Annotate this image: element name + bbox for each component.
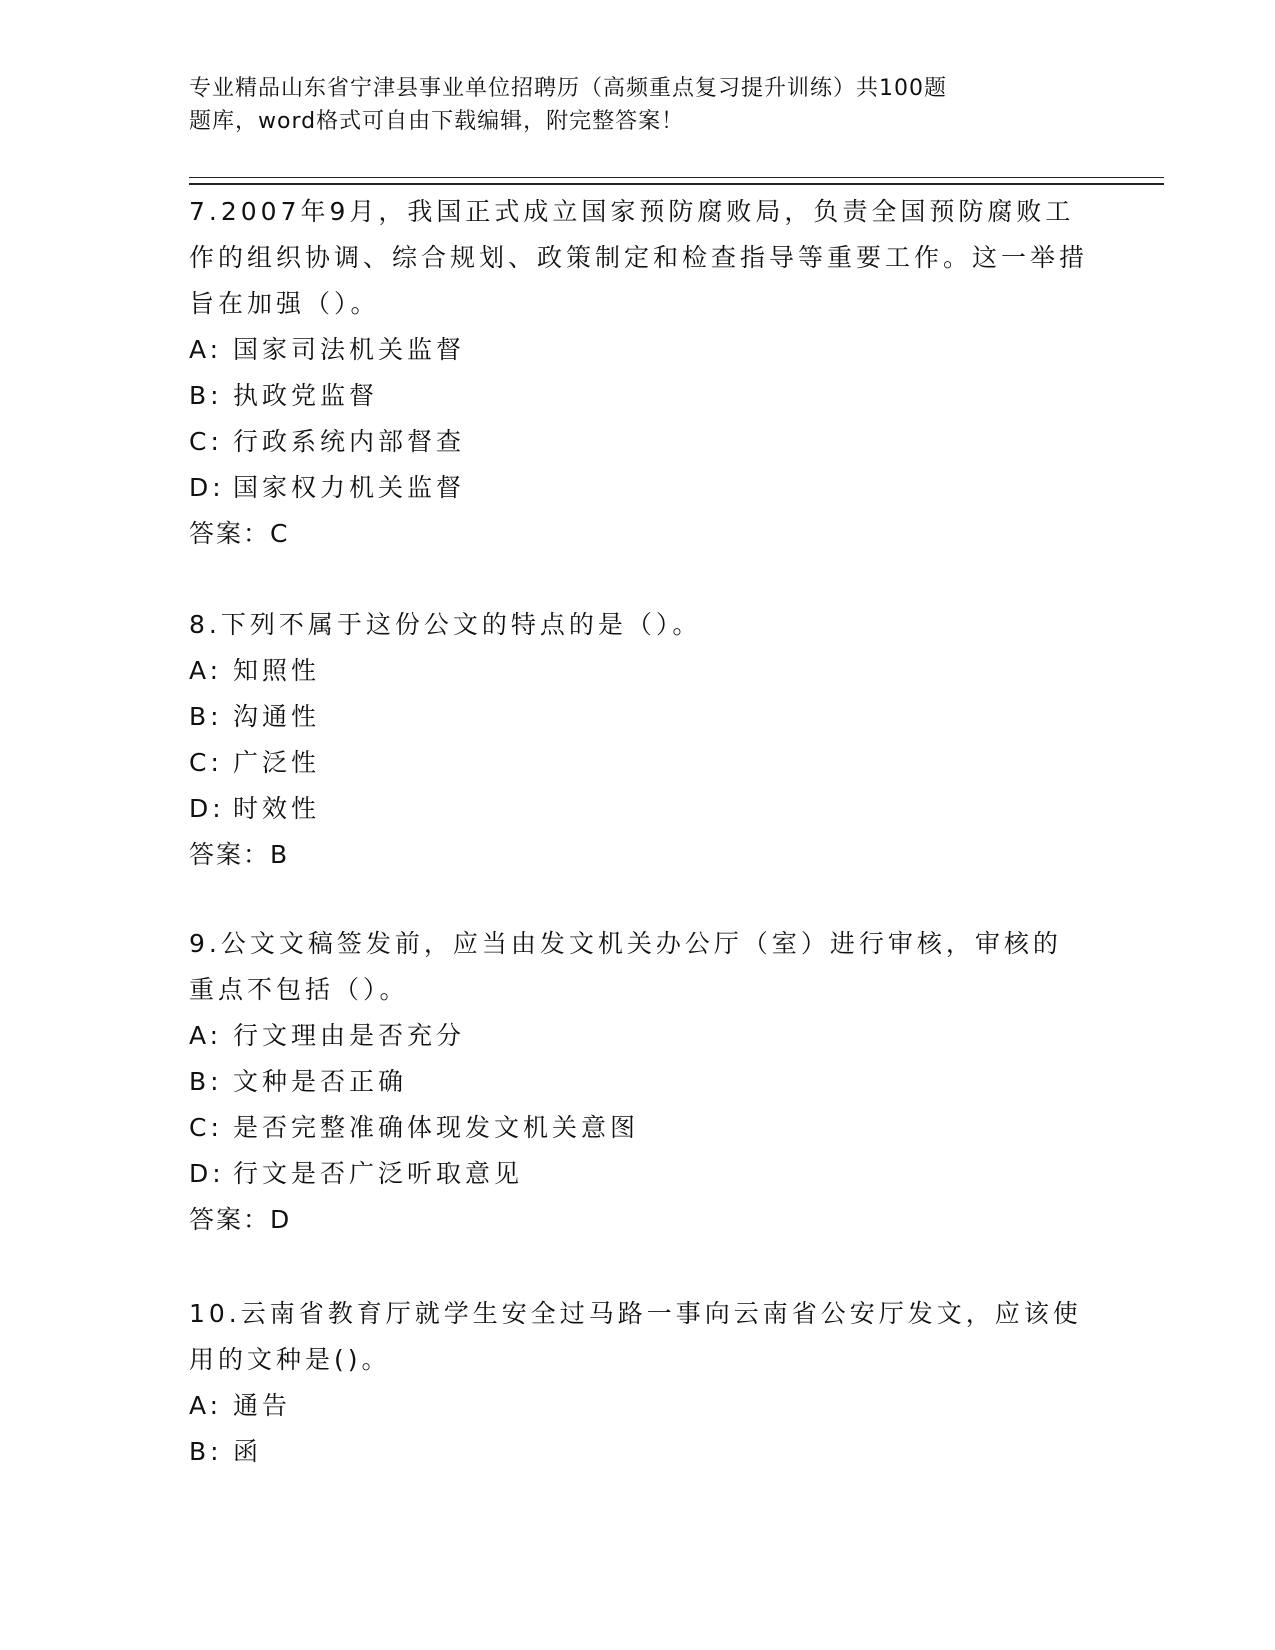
option-d	[189, 1151, 1089, 1197]
option-b	[189, 373, 1089, 419]
option-letter: A:	[189, 1391, 223, 1420]
question-stem: 10.云南省教育厅就学生安全过马路一事向云南省公安厅发文，应该使用的文种是()。	[189, 1299, 1082, 1374]
option-b	[189, 1059, 1089, 1105]
option-d	[189, 786, 1089, 832]
option-text: 时效性	[233, 794, 321, 823]
option-letter: B:	[189, 381, 223, 410]
option-letter: D:	[189, 1159, 225, 1188]
question-stem: 8.下列不属于这份公文的特点的是（）。	[189, 610, 702, 639]
option-letter: C:	[189, 1113, 223, 1142]
header-divider-thin	[189, 177, 1164, 178]
question-block	[189, 1291, 1089, 1475]
question-block	[189, 189, 1089, 557]
option-a	[189, 327, 1089, 373]
answer-line: 答案：D	[189, 1205, 292, 1234]
header-divider-thick	[189, 183, 1164, 185]
option-letter: D:	[189, 794, 225, 823]
option-text: 行文是否广泛听取意见	[233, 1159, 524, 1188]
option-letter: B:	[189, 702, 223, 731]
option-text: 知照性	[233, 656, 321, 685]
option-letter: D:	[189, 473, 225, 502]
option-c	[189, 1105, 1089, 1151]
option-text: 通告	[233, 1391, 292, 1420]
option-letter: B:	[189, 1067, 223, 1096]
option-c	[189, 419, 1089, 465]
option-letter: A:	[189, 656, 223, 685]
document-header	[189, 72, 1069, 138]
option-a	[189, 1013, 1089, 1059]
option-text: 执政党监督	[233, 381, 379, 410]
question-stem: 7.2007年9月，我国正式成立国家预防腐败局，负责全国预防腐败工作的组织协调、综合规划、政策制定和检查指导等重要工作。这一举措旨在加强（）。	[189, 197, 1089, 318]
option-letter: A:	[189, 335, 223, 364]
header-line-1: 专业精品山东省宁津县事业单位招聘历（高频重点复习提升训练）共100题	[189, 76, 947, 101]
option-letter: A:	[189, 1021, 223, 1050]
option-b	[189, 694, 1089, 740]
option-a	[189, 1383, 1089, 1429]
option-letter: C:	[189, 748, 223, 777]
question-block	[189, 602, 1089, 878]
option-letter: C:	[189, 427, 223, 456]
option-text: 是否完整准确体现发文机关意图	[233, 1113, 640, 1142]
option-letter: B:	[189, 1437, 223, 1466]
option-text: 广泛性	[233, 748, 321, 777]
option-text: 国家司法机关监督	[233, 335, 466, 364]
option-text: 函	[233, 1437, 263, 1466]
option-text: 行文理由是否充分	[233, 1021, 466, 1050]
option-c	[189, 740, 1089, 786]
answer-line: 答案：C	[189, 519, 290, 548]
option-text: 行政系统内部督查	[233, 427, 466, 456]
option-text: 文种是否正确	[233, 1067, 408, 1096]
answer-line: 答案：B	[189, 840, 290, 869]
option-d	[189, 465, 1089, 511]
header-line-2: 题库，word格式可自由下载编辑，附完整答案！	[189, 109, 685, 134]
option-a	[189, 648, 1089, 694]
option-b	[189, 1429, 1089, 1475]
option-text: 沟通性	[233, 702, 321, 731]
question-stem: 9.公文文稿签发前，应当由发文机关办公厅（室）进行审核，审核的重点不包括（）。	[189, 929, 1062, 1004]
question-block	[189, 921, 1089, 1243]
option-text: 国家权力机关监督	[233, 473, 466, 502]
